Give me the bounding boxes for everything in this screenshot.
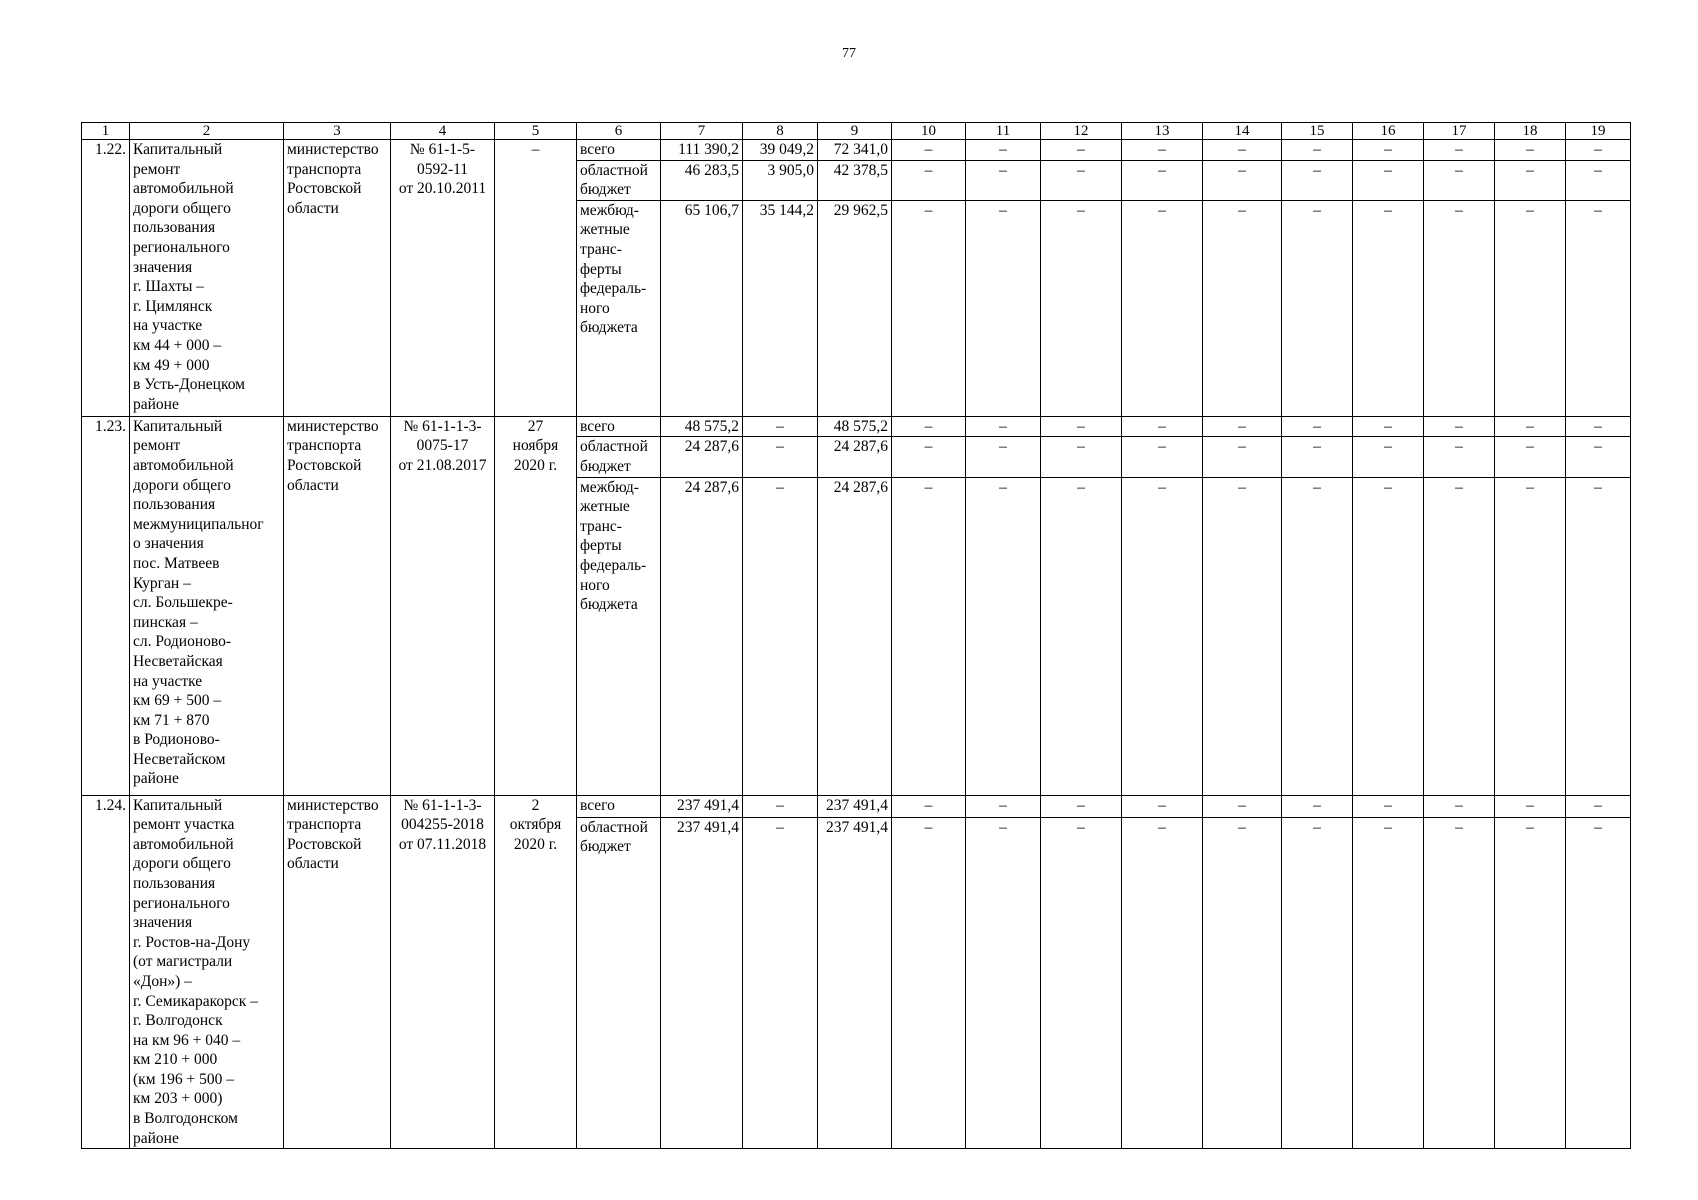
header-row (82, 123, 1631, 140)
funding-source: межбюд- жетные транс- ферты федераль- ного бюджета (577, 200, 661, 416)
document-cell: № 61-1-5- 0592-11 от 20.10.2011 (391, 140, 495, 417)
value-col-9: 72 341,0 (818, 140, 892, 161)
table-row (82, 416, 1631, 437)
value-col-19: – (1566, 437, 1631, 477)
funding-source: всего (577, 795, 661, 817)
value-col-18: – (1495, 817, 1566, 1149)
value-col-19: – (1566, 200, 1631, 416)
value-col-9: 24 287,6 (818, 477, 892, 795)
value-col-16: – (1353, 437, 1424, 477)
value-col-14: – (1203, 477, 1282, 795)
object-name: Капитальный ремонт автомобильной дороги общего пользования регионального значения г. Шахты – г. Цимлянск на участке км 44 + 000 – км 49 + 000 в Усть-Донецком районе (130, 140, 284, 417)
column-header: 11 (966, 123, 1041, 140)
value-col-16: – (1353, 795, 1424, 817)
column-header: 6 (577, 123, 661, 140)
table-row (82, 795, 1631, 817)
column-header: 13 (1122, 123, 1203, 140)
value-col-19: – (1566, 477, 1631, 795)
value-col-13: – (1122, 437, 1203, 477)
value-col-7: 111 390,2 (661, 140, 743, 161)
value-col-19: – (1566, 140, 1631, 161)
value-col-14: – (1203, 160, 1282, 200)
column-header: 18 (1495, 123, 1566, 140)
value-col-12: – (1041, 416, 1122, 437)
value-col-10: – (892, 477, 966, 795)
value-col-12: – (1041, 817, 1122, 1149)
funding-source: всего (577, 416, 661, 437)
deadline-cell: 27 ноября 2020 г. (495, 416, 577, 795)
value-col-19: – (1566, 416, 1631, 437)
value-col-7: 48 575,2 (661, 416, 743, 437)
value-col-18: – (1495, 200, 1566, 416)
column-header: 5 (495, 123, 577, 140)
document-cell: № 61-1-1-3- 004255-2018 от 07.11.2018 (391, 795, 495, 1149)
column-header: 10 (892, 123, 966, 140)
object-name: Капитальный ремонт автомобильной дороги общего пользования межмуниципальног о значения пос. Матвеев Курган – сл. Большекре- пинская – сл. Родионово- Несветайская на участке км 69 + 500 – км 71 + 870 в Родионово- Несветайском районе (130, 416, 284, 795)
value-col-13: – (1122, 200, 1203, 416)
value-col-19: – (1566, 160, 1631, 200)
value-col-11: – (966, 795, 1041, 817)
value-col-7: 65 106,7 (661, 200, 743, 416)
value-col-7: 237 491,4 (661, 817, 743, 1149)
value-col-10: – (892, 416, 966, 437)
funding-source: межбюд- жетные транс- ферты федераль- ного бюджета (577, 477, 661, 795)
funding-source: областной бюджет (577, 160, 661, 200)
value-col-18: – (1495, 795, 1566, 817)
value-col-11: – (966, 477, 1041, 795)
value-col-9: 237 491,4 (818, 817, 892, 1149)
value-col-18: – (1495, 477, 1566, 795)
value-col-9: 237 491,4 (818, 795, 892, 817)
value-col-12: – (1041, 160, 1122, 200)
value-col-15: – (1282, 795, 1353, 817)
value-col-11: – (966, 817, 1041, 1149)
value-col-17: – (1424, 416, 1495, 437)
value-col-13: – (1122, 416, 1203, 437)
deadline-cell: 2 октября 2020 г. (495, 795, 577, 1149)
value-col-10: – (892, 817, 966, 1149)
column-header: 17 (1424, 123, 1495, 140)
column-header: 19 (1566, 123, 1631, 140)
value-col-18: – (1495, 416, 1566, 437)
value-col-12: – (1041, 795, 1122, 817)
value-col-17: – (1424, 795, 1495, 817)
value-col-8: – (743, 477, 818, 795)
page-number: 77 (842, 46, 856, 61)
value-col-11: – (966, 437, 1041, 477)
value-col-17: – (1424, 477, 1495, 795)
value-col-18: – (1495, 160, 1566, 200)
value-col-15: – (1282, 477, 1353, 795)
value-col-7: 46 283,5 (661, 160, 743, 200)
row-number: 1.22. (82, 140, 130, 417)
value-col-12: – (1041, 477, 1122, 795)
value-col-9: 48 575,2 (818, 416, 892, 437)
value-col-16: – (1353, 200, 1424, 416)
column-header: 1 (82, 123, 130, 140)
value-col-10: – (892, 160, 966, 200)
value-col-17: – (1424, 200, 1495, 416)
value-col-15: – (1282, 200, 1353, 416)
value-col-11: – (966, 416, 1041, 437)
value-col-16: – (1353, 477, 1424, 795)
funding-source: областной бюджет (577, 437, 661, 477)
value-col-18: – (1495, 437, 1566, 477)
value-col-11: – (966, 160, 1041, 200)
value-col-11: – (966, 140, 1041, 161)
customer-cell: министерство транспорта Ростовской области (284, 795, 391, 1149)
value-col-16: – (1353, 160, 1424, 200)
value-col-10: – (892, 795, 966, 817)
value-col-10: – (892, 200, 966, 416)
value-col-10: – (892, 437, 966, 477)
value-col-13: – (1122, 140, 1203, 161)
table-row (82, 140, 1631, 161)
column-header: 4 (391, 123, 495, 140)
value-col-14: – (1203, 795, 1282, 817)
value-col-13: – (1122, 817, 1203, 1149)
budget-table (81, 122, 1631, 1149)
value-col-16: – (1353, 140, 1424, 161)
value-col-8: 3 905,0 (743, 160, 818, 200)
value-col-15: – (1282, 140, 1353, 161)
column-header: 8 (743, 123, 818, 140)
value-col-15: – (1282, 817, 1353, 1149)
column-header: 2 (130, 123, 284, 140)
value-col-7: 24 287,6 (661, 437, 743, 477)
column-header: 16 (1353, 123, 1424, 140)
row-number: 1.24. (82, 795, 130, 1149)
value-col-19: – (1566, 795, 1631, 817)
value-col-19: – (1566, 817, 1631, 1149)
value-col-8: 39 049,2 (743, 140, 818, 161)
object-name: Капитальный ремонт участка автомобильной дороги общего пользования регионального значения г. Ростов-на-Дону (от магистрали «Дон») – г. Семикаракорск – г. Волгодонск на км 96 + 040 – км 210 + 000 (км 196 + 500 – км 203 + 000) в Волгодонском районе (130, 795, 284, 1149)
funding-source: всего (577, 140, 661, 161)
value-col-14: – (1203, 437, 1282, 477)
column-header: 9 (818, 123, 892, 140)
document-cell: № 61-1-1-3- 0075-17 от 21.08.2017 (391, 416, 495, 795)
column-header: 12 (1041, 123, 1122, 140)
value-col-17: – (1424, 817, 1495, 1149)
value-col-13: – (1122, 477, 1203, 795)
value-col-17: – (1424, 437, 1495, 477)
value-col-8: – (743, 416, 818, 437)
value-col-8: – (743, 437, 818, 477)
value-col-16: – (1353, 817, 1424, 1149)
value-col-9: 29 962,5 (818, 200, 892, 416)
value-col-12: – (1041, 140, 1122, 161)
value-col-9: 42 378,5 (818, 160, 892, 200)
value-col-12: – (1041, 200, 1122, 416)
value-col-15: – (1282, 437, 1353, 477)
value-col-7: 237 491,4 (661, 795, 743, 817)
value-col-8: – (743, 817, 818, 1149)
row-number: 1.23. (82, 416, 130, 795)
value-col-8: – (743, 795, 818, 817)
column-header: 7 (661, 123, 743, 140)
value-col-8: 35 144,2 (743, 200, 818, 416)
value-col-18: – (1495, 140, 1566, 161)
value-col-13: – (1122, 160, 1203, 200)
value-col-17: – (1424, 140, 1495, 161)
column-header: 14 (1203, 123, 1282, 140)
value-col-15: – (1282, 416, 1353, 437)
column-header: 3 (284, 123, 391, 140)
value-col-7: 24 287,6 (661, 477, 743, 795)
value-col-14: – (1203, 817, 1282, 1149)
value-col-13: – (1122, 795, 1203, 817)
value-col-16: – (1353, 416, 1424, 437)
value-col-11: – (966, 200, 1041, 416)
value-col-12: – (1041, 437, 1122, 477)
funding-source: областной бюджет (577, 817, 661, 1149)
value-col-14: – (1203, 200, 1282, 416)
value-col-17: – (1424, 160, 1495, 200)
column-header: 15 (1282, 123, 1353, 140)
customer-cell: министерство транспорта Ростовской области (284, 140, 391, 417)
deadline-cell: – (495, 140, 577, 417)
value-col-9: 24 287,6 (818, 437, 892, 477)
customer-cell: министерство транспорта Ростовской области (284, 416, 391, 795)
value-col-14: – (1203, 416, 1282, 437)
value-col-10: – (892, 140, 966, 161)
value-col-14: – (1203, 140, 1282, 161)
value-col-15: – (1282, 160, 1353, 200)
